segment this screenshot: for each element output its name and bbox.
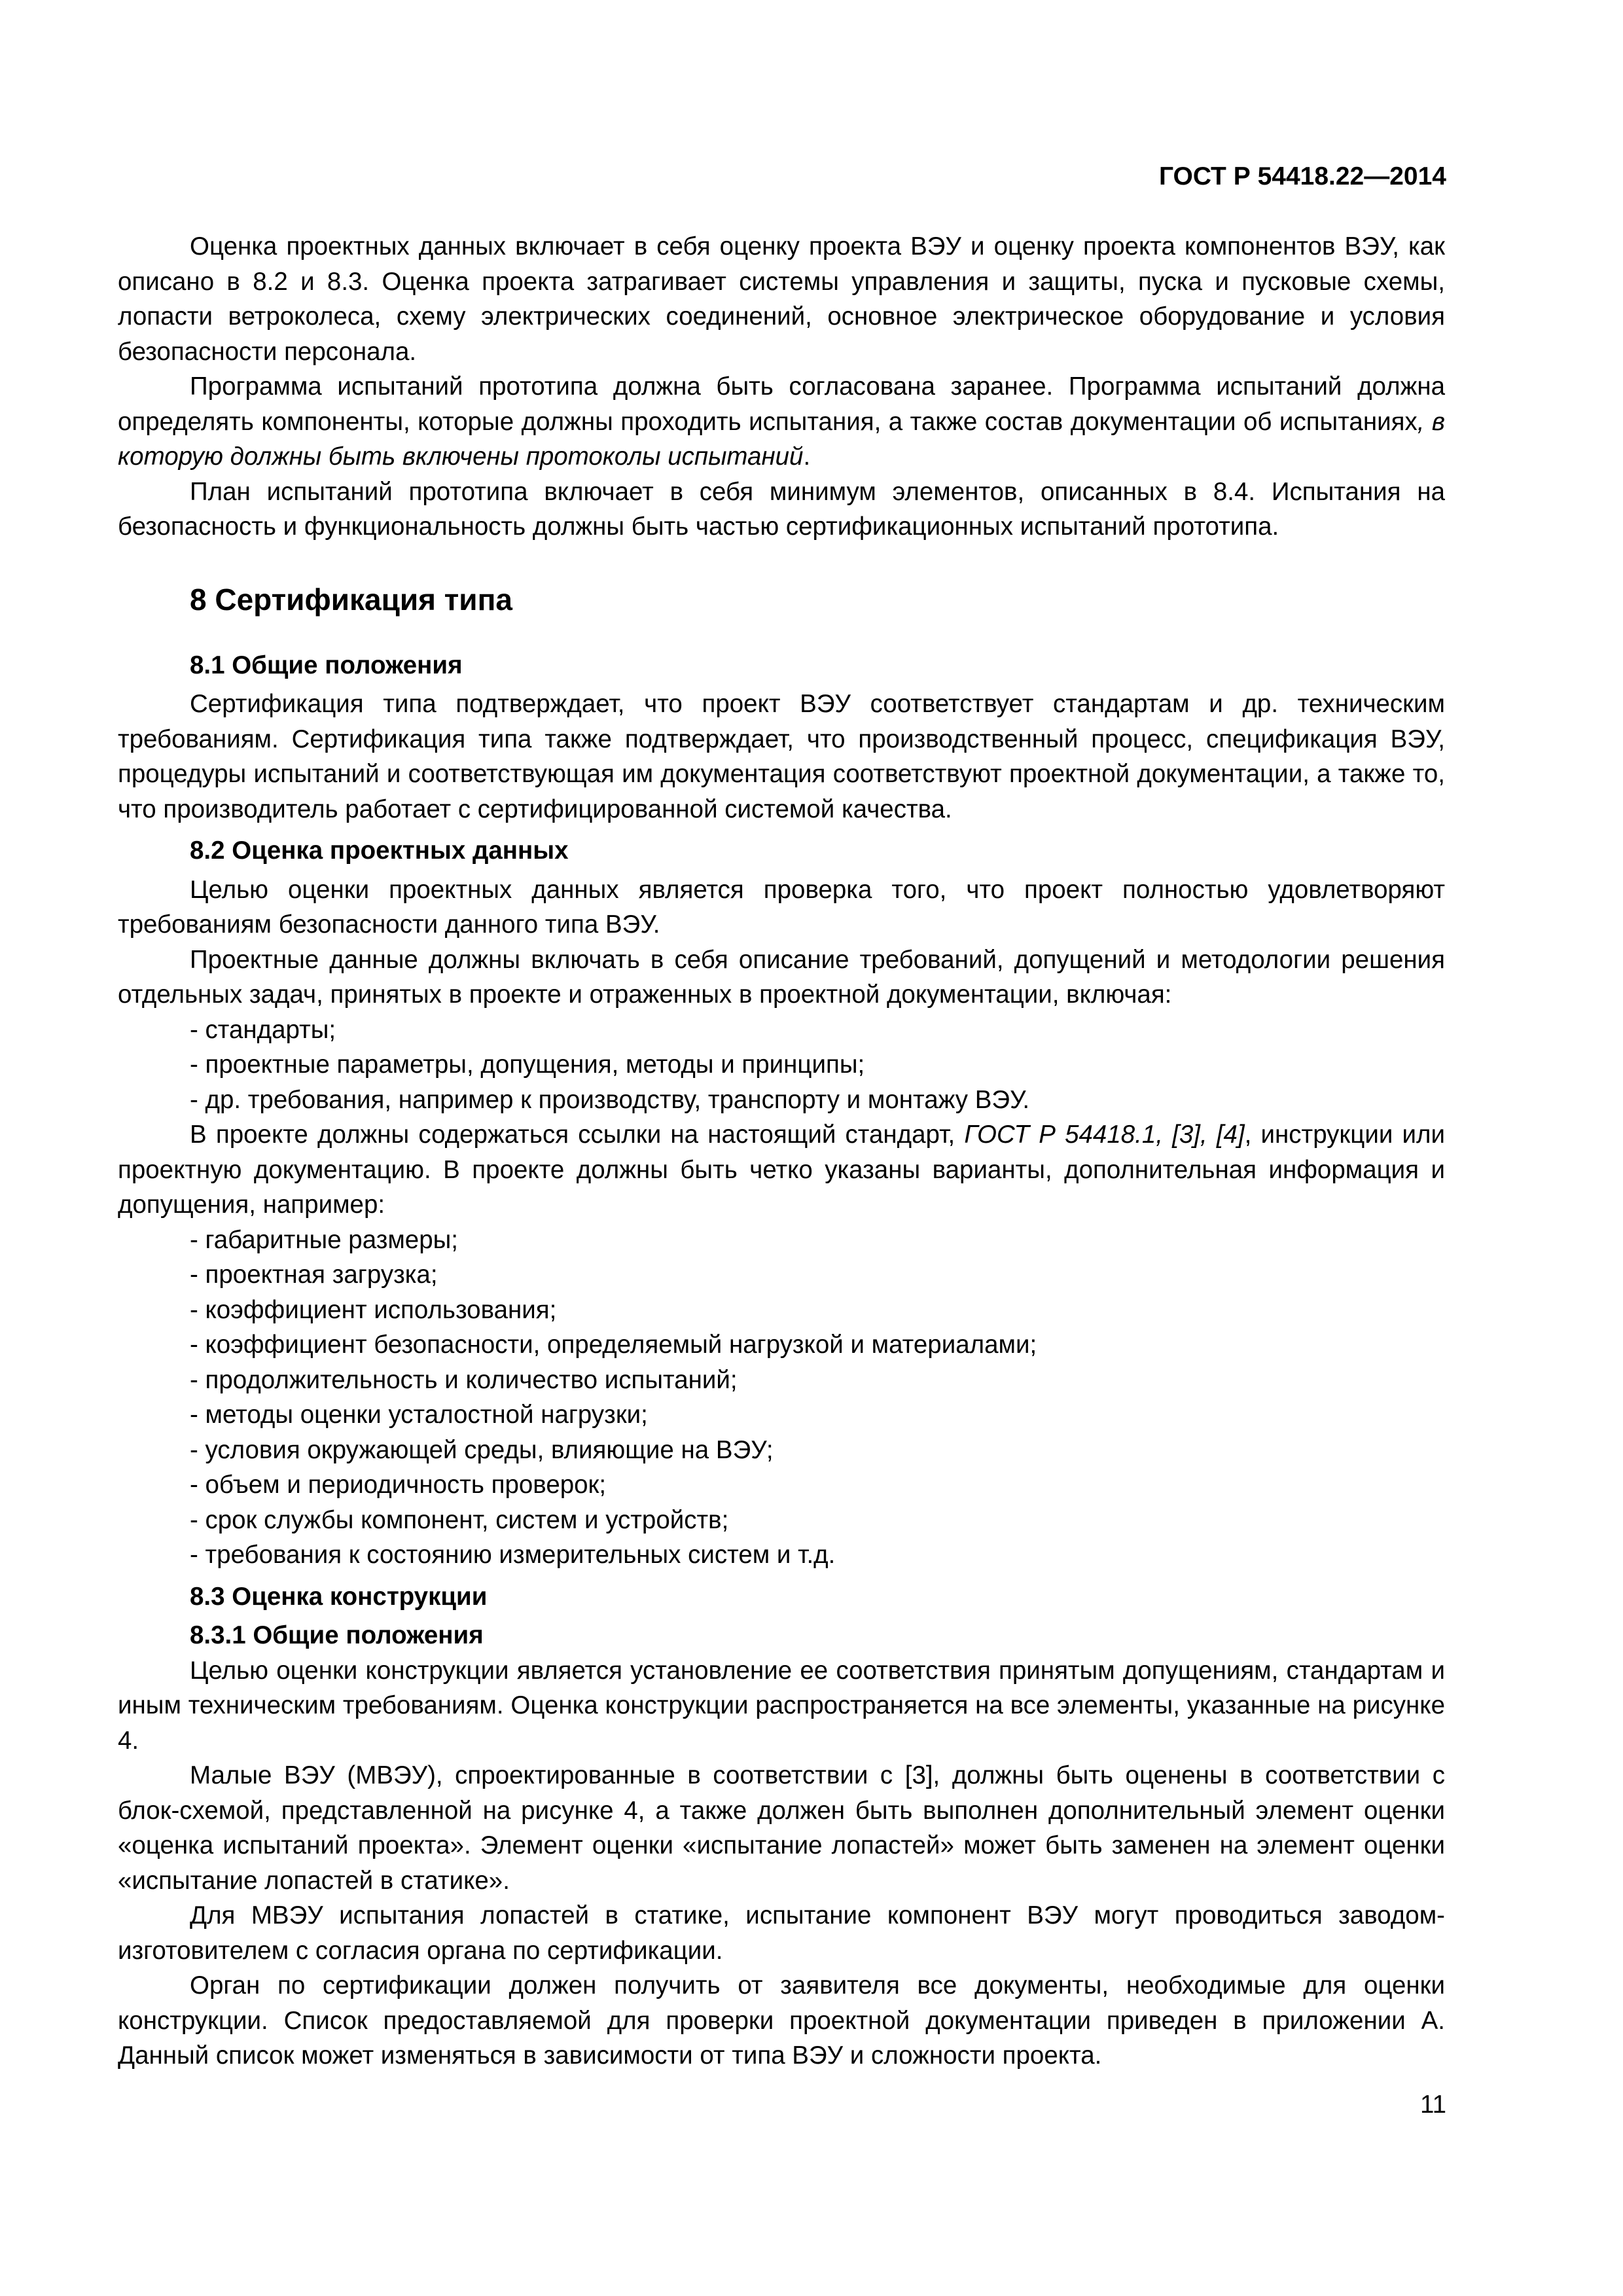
list-item: - коэффициент безопасности, определяемый нагрузкой и материалами; xyxy=(190,1331,1037,1359)
paragraph xyxy=(118,1117,1445,1223)
section-heading: 8 Сертификация типа xyxy=(190,582,512,617)
page-number: 11 xyxy=(1420,2090,1446,2119)
paragraph: Малые ВЭУ (МВЭУ), спроектированные в соответствии с [3], должны быть оценены в соответствии с блок-схемой, представленной на рисунке 4, а также должен быть выполнен дополнительный элемент оценки «оценка испытаний проекта». Элемент оценки «испытание лопастей» может быть заменен на элемент оценки «испытание лопастей в статике». xyxy=(118,1761,1445,1895)
paragraph: План испытаний прототипа включает в себя минимум элементов, описанных в 8.4. Испытания на безопасность и функциональность должны быть частью сертификационных испытаний прототипа. xyxy=(118,477,1445,541)
paragraph: Для МВЭУ испытания лопастей в статике, испытание компонент ВЭУ могут проводиться заводом-изготовителем с согласия органа по сертификации. xyxy=(118,1901,1445,1965)
subsection-heading: 8.3 Оценка конструкции xyxy=(190,1582,488,1611)
paragraph: Сертификация типа подтверждает, что проект ВЭУ соответствует стандартам и др. техническим требованиям. Сертификация типа также подтверждает, что производственный процесс, спецификация ВЭУ, процедуры испытаний и соответствующая им документация соответствуют проектной документации, а также то, что производитель работает с сертифицированной системой качества. xyxy=(118,690,1445,823)
list-item: - коэффициент использования; xyxy=(190,1295,557,1324)
list-item: - проектные параметры, допущения, методы и принципы; xyxy=(190,1050,865,1079)
list-item: - стандарты; xyxy=(190,1015,336,1044)
text-span: . xyxy=(803,442,811,471)
list-item: - требования к состоянию измерительных систем и т.д. xyxy=(190,1541,836,1569)
text-span: В проекте должны содержаться ссылки на настоящий стандарт, xyxy=(190,1121,965,1149)
list-item: - габаритные размеры; xyxy=(190,1225,459,1254)
document-header: ГОСТ Р 54418.22—2014 xyxy=(1158,162,1446,190)
text-span: , инструкции или проектную документацию. В проекте должны быть четко указаны варианты, дополнительная информация и допущения, например: xyxy=(118,1121,1445,1219)
paragraph: Оценка проектных данных включает в себя оценку проекта ВЭУ и оценку проекта компонентов ВЭУ, как описано в 8.2 и 8.3. Оценка проекта затрагивает системы управления и защиты, пуска и пусковые схемы, лопасти ветроколеса, схему электрических соединений, основное электрическое оборудование и условия безопасности персонала. xyxy=(118,232,1445,366)
list-item: - проектная загрузка; xyxy=(190,1261,438,1289)
list-item: - др. требования, например к производству, транспорту и монтажу ВЭУ. xyxy=(190,1085,1030,1114)
italic-text: , в которую должны быть включены протоколы испытаний xyxy=(118,407,1445,471)
paragraph: Проектные данные должны включать в себя описание требований, допущений и методологии решения отдельных задач, принятых в проекте и отраженных в проектной документации, включая: xyxy=(118,945,1445,1009)
document-body xyxy=(118,229,1445,2073)
list-item: - условия окружающей среды, влияющие на ВЭУ; xyxy=(190,1435,774,1464)
italic-reference: ГОСТ Р 54418.1, [3], [4] xyxy=(964,1121,1245,1149)
text-span: Программа испытаний прототипа должна быть согласована заранее. Программа испытаний должна определять компоненты, которые должны проходить испытания, а также состав документации об испытаниях xyxy=(118,372,1445,436)
paragraph: Целью оценки проектных данных является проверка того, что проект полностью удовлетворяют требованиям безопасности данного типа ВЭУ. xyxy=(118,875,1445,939)
subsubsection-heading: 8.3.1 Общие положения xyxy=(190,1621,484,1649)
subsection-heading: 8.1 Общие положения xyxy=(190,651,463,679)
list-item: - объем и периодичность проверок; xyxy=(190,1471,607,1499)
paragraph: Целью оценки конструкции является установление ее соответствия принятым допущениям, стандартам и иным техническим требованиям. Оценка конструкции распространяется на все элементы, указанные на рисунке 4. xyxy=(118,1656,1445,1755)
list-item: - продолжительность и количество испытаний; xyxy=(190,1365,738,1394)
subsection-heading: 8.2 Оценка проектных данных xyxy=(190,836,569,865)
list-item: - срок службы компонент, систем и устройств; xyxy=(190,1505,729,1534)
paragraph xyxy=(118,369,1445,475)
list-item: - методы оценки усталостной нагрузки; xyxy=(190,1401,648,1429)
paragraph: Орган по сертификации должен получить от заявителя все документы, необходимые для оценки конструкции. Список предоставляемой для проверки проектной документации приведен в приложении А. Данный список может изменяться в зависимости от типа ВЭУ и сложности проекта. xyxy=(118,1971,1445,2070)
